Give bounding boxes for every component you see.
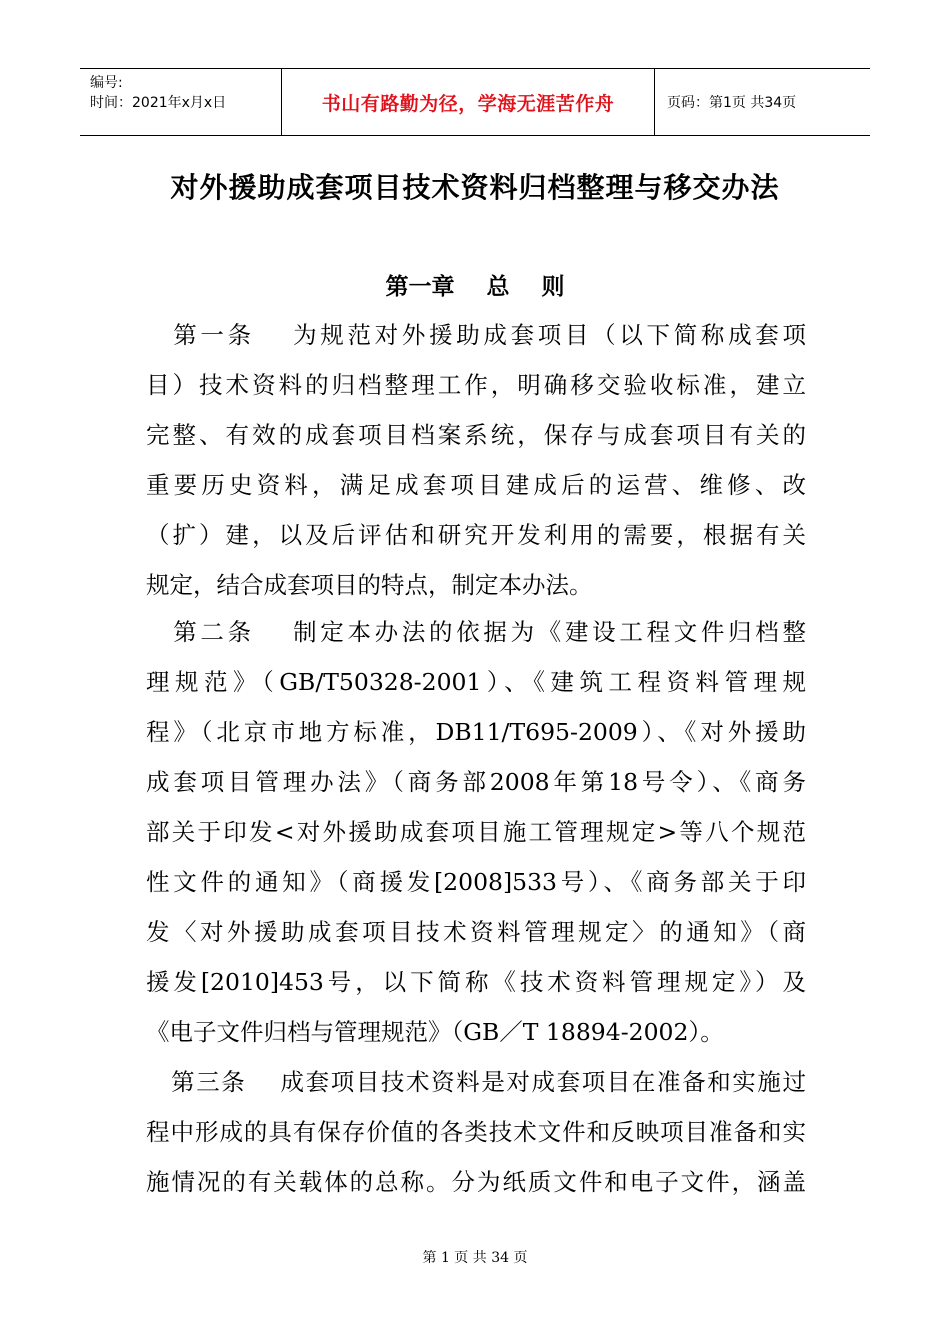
text-line: 第三条 成套项目技术资料是对成套项目在准备和实施过 [146,1068,806,1096]
text-line: 成套项目管理办法》（商务部2008年第18号令）、《商务 [146,768,806,796]
chapter-heading: 第一章 总 则 [385,274,565,300]
number-label: 编号: [90,75,123,91]
text-line: 程中形成的具有保存价值的各类技术文件和反映项目准备和实 [146,1118,806,1146]
page-footer: 第 1 页 共 34 页 [422,1250,528,1266]
text-line: 部关于印发<对外援助成套项目施工管理规定>等八个规范 [146,818,806,846]
text-line: 第一条 为规范对外援助成套项目（以下简称成套项 [146,321,806,349]
text-line: 援发[2010]453号，以下简称《技术资料管理规定》）及 [146,968,806,996]
text-line: 目）技术资料的归档整理工作，明确移交验收标准，建立 [146,371,806,399]
text-line: 重要历史资料，满足成套项目建成后的运营、维修、改 [146,471,806,499]
article-3 [146,1057,806,1207]
time-label: 时间：2021年x月x日 [90,95,227,111]
document-header [80,68,870,136]
text-line: （扩）建，以及后评估和研究开发利用的需要，根据有关 [146,521,806,549]
text-line: 程》（北京市地方标准，DB11/T695-2009）、《对外援助 [146,718,806,746]
text-line: 理规范》（GB/T50328-2001）、《建筑工程资料管理规 [146,668,806,696]
text-line: 发〈对外援助成套项目技术资料管理规定〉的通知》（商 [146,918,806,946]
text-line: 性文件的通知》（商援发[2008]533号）、《商务部关于印 [146,868,806,896]
text-line: 第二条 制定本办法的依据为《建设工程文件归档整 [146,618,806,646]
text-line: 完整、有效的成套项目档案系统，保存与成套项目有关的 [146,421,806,449]
header-motto: 书山有路勤为径，学海无涯苦作舟 [282,69,655,135]
text-line: 《电子文件归档与管理规范》（GB／T 18894-2002）。 [146,1018,724,1046]
article-2 [146,607,806,1057]
text-line: 规定，结合成套项目的特点，制定本办法。 [146,571,593,599]
header-page-info: 页码：第1页 共34页 [667,95,797,111]
text-line: 施情况的有关载体的总称。分为纸质文件和电子文件，涵盖 [146,1168,806,1196]
article-1 [146,310,806,610]
document-title: 对外援助成套项目技术资料归档整理与移交办法 [170,171,780,204]
header-meta-cell [80,69,282,135]
